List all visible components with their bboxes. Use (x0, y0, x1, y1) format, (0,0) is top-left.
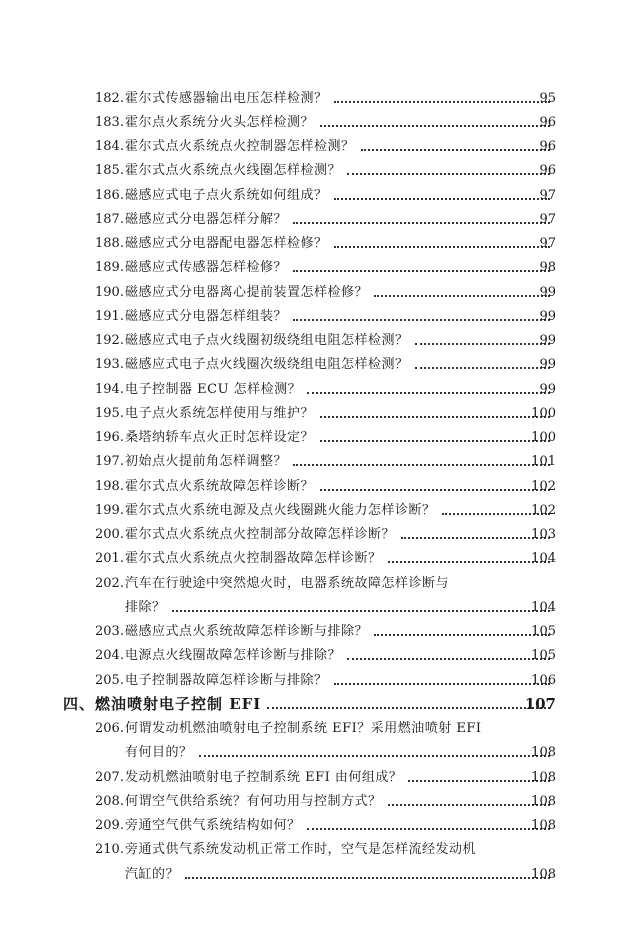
toc-entry-198[interactable] (0, 474, 628, 498)
entry-number: 188. (95, 236, 124, 252)
entry-number: 193. (95, 357, 124, 373)
entry-title: 霍尔式点火系统点火控制部分故障怎样诊断？ (125, 527, 396, 543)
entry-title: 磁感应式电子点火系统如何组成？ (125, 187, 328, 203)
entry-page: 104 (531, 599, 556, 615)
entry-page: 97 (539, 187, 556, 203)
dot-leader (172, 609, 550, 612)
dot-leader (293, 463, 550, 466)
toc-entry-207[interactable] (0, 765, 628, 789)
entry-page: 100 (531, 430, 556, 446)
entry-title: 磁感应式点火系统故障怎样诊断与排除？ (125, 624, 369, 640)
entry-page: 99 (539, 333, 556, 349)
entry-page: 108 (531, 866, 556, 882)
entry-title: 霍尔式点火系统电源及点火线圈跳火能力怎样诊断？ (125, 502, 436, 518)
entry-title-line1: 汽车在行驶途中突然熄火时，电器系统故障怎样诊断与 (125, 575, 450, 591)
entry-title-line2: 汽缸的？ (125, 866, 180, 882)
entry-title: 霍尔式点火系统点火控制器怎样检测？ (125, 139, 355, 155)
entry-page: 102 (531, 502, 556, 518)
entry-number: 197. (95, 454, 124, 470)
toc-entry-195[interactable] (0, 401, 628, 425)
toc-entry-202[interactable] (0, 571, 628, 595)
entry-title: 霍尔式点火系统故障怎样诊断？ (125, 478, 315, 494)
toc-entry-205[interactable] (0, 668, 628, 692)
entry-number: 199. (95, 502, 124, 518)
entry-page: 96 (539, 139, 556, 155)
entry-number: 195. (95, 405, 124, 421)
entry-title: 桑塔纳轿车点火正时怎样设定？ (125, 430, 315, 446)
entry-number: 192. (95, 333, 124, 349)
dot-leader (293, 221, 550, 224)
entry-page: 102 (531, 478, 556, 494)
toc-entry-200[interactable] (0, 523, 628, 547)
toc-entry-210[interactable] (0, 838, 628, 862)
entry-page: 97 (539, 211, 556, 227)
entry-title: 初始点火提前角怎样调整？ (125, 454, 288, 470)
entry-number: 190. (95, 284, 124, 300)
entry-number: 208. (95, 793, 124, 809)
dot-leader (293, 318, 550, 321)
entry-page: 99 (539, 357, 556, 373)
entry-number: 189. (95, 260, 124, 276)
toc-entry-188[interactable] (0, 232, 628, 256)
entry-page: 96 (539, 163, 556, 179)
toc-entry-197[interactable] (0, 450, 628, 474)
entry-number: 206. (95, 721, 124, 737)
entry-number: 186. (95, 187, 124, 203)
dot-leader (267, 706, 550, 709)
entry-page: 98 (539, 260, 556, 276)
entry-number: 183. (95, 114, 124, 130)
entry-title: 电子控制器 ECU 怎样检测？ (125, 381, 302, 397)
entry-page: 96 (539, 114, 556, 130)
entry-title-line2: 排除？ (125, 599, 166, 615)
entry-title-line1: 何谓发动机燃油喷射电子控制系统 EFI？采用燃油喷射 EFI (125, 721, 482, 737)
dot-leader (293, 269, 550, 272)
entry-title: 电子控制器故障怎样诊断与排除？ (125, 672, 328, 688)
toc-entry-206[interactable] (0, 717, 628, 741)
entry-title: 磁感应式分电器离心提前装置怎样检修？ (125, 284, 369, 300)
entry-title: 磁感应式分电器配电器怎样检修？ (125, 236, 328, 252)
entry-number: 187. (95, 211, 124, 227)
entry-page: 101 (531, 454, 556, 470)
toc-entry-202-continued[interactable] (0, 595, 628, 619)
entry-title: 旁通空气供气系统结构如何？ (125, 818, 301, 834)
entry-title-line2: 有何目的？ (125, 745, 193, 761)
entry-page: 99 (539, 381, 556, 397)
entry-number: 182. (95, 90, 124, 106)
entry-title: 霍尔式点火系统点火线圈怎样检测？ (125, 163, 342, 179)
entry-number: 209. (95, 818, 124, 834)
toc-entry-201[interactable] (0, 547, 628, 571)
entry-page: 108 (531, 793, 556, 809)
entry-number: 191. (95, 308, 124, 324)
entry-number: 205. (95, 672, 124, 688)
toc-entry-191[interactable] (0, 304, 628, 328)
section-page: 107 (524, 694, 556, 713)
toc-entry-193[interactable] (0, 353, 628, 377)
entry-number: 194. (95, 381, 124, 397)
toc-entry-182[interactable] (0, 86, 628, 110)
entry-number: 204. (95, 648, 124, 664)
entry-title: 霍尔点火系统分火头怎样检测？ (125, 114, 315, 130)
toc-entry-190[interactable] (0, 280, 628, 304)
entry-title: 霍尔式点火系统点火控制器故障怎样诊断？ (125, 551, 382, 567)
dot-leader (307, 827, 550, 830)
toc-entry-186[interactable] (0, 183, 628, 207)
entry-page: 106 (531, 672, 556, 688)
entry-page: 108 (531, 818, 556, 834)
toc-entry-206-continued[interactable] (0, 741, 628, 765)
entry-number: 201. (95, 551, 124, 567)
entry-page: 97 (539, 236, 556, 252)
entry-page: 104 (531, 551, 556, 567)
entry-number: 196. (95, 430, 124, 446)
entry-number: 210. (95, 842, 124, 858)
entry-title: 磁感应式电子点火线圈初级绕组电阻怎样检测？ (125, 333, 409, 349)
toc-entry-210-continued[interactable] (0, 862, 628, 886)
toc-entry-196[interactable] (0, 426, 628, 450)
entry-title: 霍尔式传感器输出电压怎样检测？ (125, 90, 328, 106)
entry-number: 184. (95, 139, 124, 155)
toc-entry-185[interactable] (0, 159, 628, 183)
entry-title: 电源点火线圈故障怎样诊断与排除？ (125, 648, 342, 664)
entry-title: 磁感应式传感器怎样检修？ (125, 260, 288, 276)
entry-title-line1: 旁通式供气系统发动机正常工作时，空气是怎样流经发动机 (125, 842, 477, 858)
entry-title: 发动机燃油喷射电子控制系统 EFI 由何组成？ (125, 769, 403, 785)
entry-number: 207. (95, 769, 124, 785)
entry-page: 105 (531, 624, 556, 640)
entry-number: 203. (95, 624, 124, 640)
entry-page: 95 (539, 90, 556, 106)
toc-entry-192[interactable] (0, 329, 628, 353)
entry-page: 99 (539, 284, 556, 300)
entry-number: 202. (95, 575, 124, 591)
entry-page: 103 (531, 527, 556, 543)
toc-entry-208[interactable] (0, 789, 628, 813)
dot-leader (199, 754, 550, 757)
toc-entry-194[interactable] (0, 377, 628, 401)
entry-page: 99 (539, 308, 556, 324)
entry-number: 185. (95, 163, 124, 179)
dot-leader (185, 876, 550, 879)
toc-entry-189[interactable] (0, 256, 628, 280)
entry-page: 105 (531, 648, 556, 664)
dot-leader (307, 391, 550, 394)
table-of-contents (0, 86, 628, 886)
section-title: 四、燃油喷射电子控制 EFI (63, 694, 262, 713)
entry-title: 磁感应式分电器怎样组装？ (125, 308, 288, 324)
entry-number: 200. (95, 527, 124, 543)
toc-entry-183[interactable] (0, 110, 628, 134)
entry-title: 电子点火系统怎样使用与维护？ (125, 405, 315, 421)
entry-title: 磁感应式分电器怎样分解？ (125, 211, 288, 227)
entry-title: 何谓空气供给系统？有何功用与控制方式？ (125, 793, 382, 809)
toc-entry-203[interactable] (0, 620, 628, 644)
entry-page: 108 (531, 769, 556, 785)
toc-entry-187[interactable] (0, 207, 628, 231)
entry-page: 100 (531, 405, 556, 421)
entry-number: 198. (95, 478, 124, 494)
toc-entry-209[interactable] (0, 814, 628, 838)
toc-entry-199[interactable] (0, 498, 628, 522)
entry-title: 磁感应式电子点火线圈次级绕组电阻怎样检测？ (125, 357, 409, 373)
toc-section-heading[interactable] (0, 692, 628, 716)
entry-page: 108 (531, 745, 556, 761)
toc-entry-184[interactable] (0, 135, 628, 159)
toc-entry-204[interactable] (0, 644, 628, 668)
